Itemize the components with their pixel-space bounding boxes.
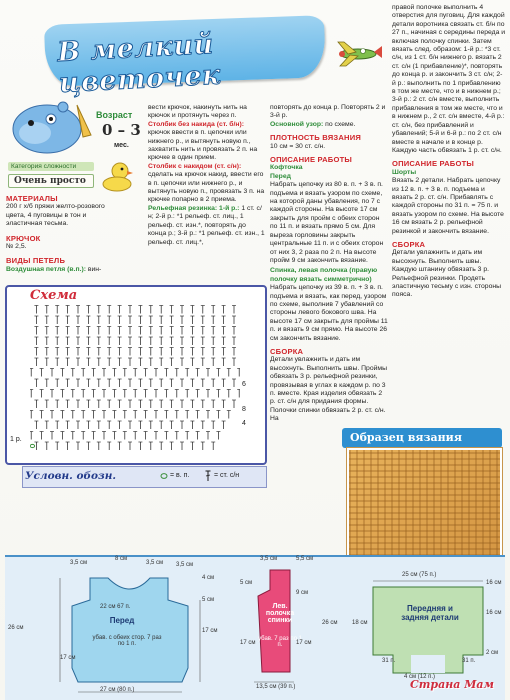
hook-heading: КРЮЧОК (6, 233, 41, 243)
column-2 (148, 104, 266, 282)
density-heading: ПЛОТНОСТЬ ВЯЗАНИЯ (270, 133, 362, 143)
front-dim: 3,5 см (146, 560, 164, 566)
chain-symbol-icon (160, 472, 168, 480)
main-pattern-text: по схеме. (323, 120, 356, 128)
shelf-dim: 5 см (240, 580, 253, 586)
legend-chain-text: = в. п. (170, 472, 190, 479)
shorts-pattern-diagram (355, 575, 505, 685)
shelf-pattern-diagram (250, 560, 330, 690)
shorts-dim: 16 см (486, 610, 502, 616)
front-bottom-width: 27 см (80 п.) (100, 687, 135, 693)
column-1 (6, 195, 120, 290)
column-3 (270, 104, 388, 424)
collar-text: правой полочке выполнить 4 отверстия для пуговиц. Для каждой детали воротника связать ст. б/н по 27 п., начиная с середины переда и включая полочку спинки. Затем вязать след. образом: 1-й р.: *3 ст. с/н, из 1 ст. б/н нижнего р. вязать 2 ст. с/н (1 прибавление)*, повторять до конца р. и закончить 3 ст. с/н; 2-й р.: выполнить по 1 прибавлению в том же месте, что и в нижнем р.; 3-й р.: 2 ст. с/н вместе, выполнить прибавления в том же месте, что и в нижнем р., 2 ст. с/н вместе, 4-й р.: ст. с/н, без прибавлений и убавлений; 5-й и 6-й р.: по 2 ст. с/н вместе в начале и в конце р. Каждую часть обвязать 1 р. ст. с/н. (392, 4, 506, 154)
main-pattern-term: Основной узор: (270, 120, 324, 128)
shelf-dim: 5,5 см (296, 556, 314, 562)
front-dim: 17 см (202, 628, 218, 634)
schema-title: Схема (30, 288, 78, 303)
shelf-dim: 26 см (322, 620, 338, 626)
loops-heading: ВИДЫ ПЕТЕЛЬ (6, 256, 66, 266)
col2-p4 (148, 205, 266, 247)
difficulty-label: Категория сложности (11, 163, 77, 170)
shorts-bottom-width: 4 см (12 п.) (404, 674, 436, 680)
front-dim: 3,5 см (70, 560, 88, 566)
materials-heading: МАТЕРИАЛЫ (6, 195, 58, 203)
ribbing-text: 1 ст. с/н; 2-й р.: *1 рельеф. ст. лиц., 1 рельеф. ст. изн.*, повторять до конца р.; 3-й р.: *1 рельеф. ст. изн., 1 рельеф. ст. лиц.*, (148, 204, 265, 246)
air-loop-text: вин- (86, 265, 102, 273)
shorts-assembly-heading: СБОРКА (392, 239, 426, 249)
shorts-pattern-name: Передняя и задняя детали (401, 604, 459, 622)
schema-row-label: 1 р. (10, 436, 22, 443)
front-dim: 5 см (202, 597, 215, 603)
shorts-dim: 31 п. (462, 658, 476, 664)
shorts-dim: 18 см (352, 620, 368, 626)
main-pattern-line (270, 121, 388, 129)
schema-row-number: 8 (242, 406, 246, 413)
jacket-heading: Кофточка (270, 164, 303, 172)
air-loop-term: Воздушная петля (в.п.): (6, 265, 86, 273)
shelf-dim: 17 см (296, 640, 312, 646)
double-crochet-term: Столбик с накидом (ст. с/н): (148, 162, 242, 170)
knitting-sample-photo (347, 448, 502, 558)
shorts-dim: 16 см (486, 580, 502, 586)
hook-text: № 2,5. (6, 243, 27, 251)
loops-line (6, 266, 120, 274)
shorts-heading: Шорты (392, 168, 417, 176)
single-crochet-text: крючок ввести в п. цепочки или нижнего р., и вытянуть новую п., захватить нить и провязать 2 п. на крючке в один прием. (148, 129, 258, 162)
shorts-dim: 2 см (486, 650, 499, 656)
legend-dc-text: = ст. с/н (214, 472, 240, 479)
sample-title: Образец вязания (350, 431, 462, 444)
duck-illustration (100, 160, 134, 192)
ribbing-term: Рельефная резинка: 1-й р.: (148, 204, 240, 212)
shelf-dim: 3,5 см (260, 556, 278, 562)
column-4 (392, 4, 506, 424)
front-dim: 4 см (202, 575, 215, 581)
shorts-text: Вязать 2 детали. Набрать цепочку из 12 в. п. + 3 в. п. подъема и вязать 2 р. ст. с/н. Прибавлять с каждой стороны по 31 п. = 75 п. и вязать узором по схеме. На высоте 16 см вязать 2 р. рельефной резинкой и закончить вязание. (392, 177, 504, 235)
chart-chain-loop (30, 444, 34, 447)
shelf-pattern-name: Лев. полочка спинки (265, 603, 295, 624)
assembly-text: Детали увлажнить и дать им высохнуть. Выполнить швы. Проймы обвязать 3 р. рельефной резинки, провязывая в углах в каждом р. по 3 п. вместе. Края изделия обвязать 2 р. ст. с/н для придания формы. Полочки спинки обвязать 2 р. ст. с/н. На (270, 356, 387, 423)
airplane-illustration (330, 38, 386, 68)
front-stitch-label: 22 см 67 п. (100, 604, 131, 610)
difficulty-value: Очень просто (14, 176, 86, 186)
double-crochet-text: сделать на крючок накид, ввести его в п. цепочки или нижнего р., и вытянуть новую п., провязать 3 п. на крючке попарно в 2 приема. (148, 171, 265, 204)
shelf-decrease-note: убав. 7 раз по 1 п. (258, 636, 302, 648)
single-crochet-term: Столбик без накида (ст. б/н): (148, 120, 244, 128)
crochet-chart (30, 300, 240, 460)
front-decrease-note: убав. с обеих стор. 7 раз по 1 п. (92, 635, 162, 647)
shelf-text: Набрать цепочку из 39 в. п. + 3 в. п. подъема и вязать, как перед, узором по схеме, выполнив 7 убавлений со стороны левого бокового шва. На высоте 17 см закрыть для проймы 11 п. и вязать 9 см прямо. На высоте 26 см закончить вязание. (270, 284, 388, 342)
shorts-assembly-text: Детали увлажнить и дать им высохнуть. Выполнить швы. Каждую штанину обвязать 3 р. Рельефной резинки. Продеть эластичную тесьму с изн. стороны пояса. (392, 249, 501, 299)
shorts-top-width: 25 см (75 п.) (402, 572, 437, 578)
front-dim: 17 см (60, 655, 76, 661)
age-label: Возраст (96, 110, 133, 120)
age-unit: мес. (114, 142, 129, 149)
shorts-description-heading: ОПИСАНИЕ РАБОТЫ (392, 159, 475, 169)
shelf-bottom-width: 13,5 см (39 п.) (256, 684, 296, 690)
description-heading: ОПИСАНИЕ РАБОТЫ (270, 155, 353, 165)
legend-title: Условн. обозн. (25, 470, 117, 482)
shorts-dim: 31 п. (382, 658, 396, 664)
col2-p3 (148, 163, 266, 205)
assembly-heading: СБОРКА (270, 346, 304, 356)
page-title: В мелкий цветочек (56, 28, 222, 100)
age-value: 0 – 3 (102, 121, 141, 139)
shelf-dim: 9 см (296, 590, 309, 596)
schema-row-number: 4 (242, 420, 246, 427)
front-dim: 26 см (8, 625, 24, 631)
col2-p1: вести крючок, накинуть нить на крючок и протянуть через п. (148, 104, 247, 120)
shelf-dim: 17 см (240, 640, 256, 646)
double-crochet-symbol-icon (204, 470, 212, 482)
density-text: 10 см = 30 ст. с/н. (270, 142, 326, 150)
front-heading: Перед (270, 172, 291, 180)
front-dim: 8 см (115, 556, 128, 562)
col2-p2 (148, 121, 266, 163)
col3-p1: повторять до конца р. Повторять 2 и 3-й р. (270, 104, 386, 120)
front-pattern-name: Перед (109, 616, 135, 625)
shelf-heading: Спинка, левая полочка (правую полочку вязать симметрично) (270, 267, 378, 283)
watermark-text: Страна Мам (410, 678, 494, 691)
schema-row-number: 6 (242, 381, 246, 388)
materials-text: 200 г х/б пряжи желто-розового цвета, 4 пуговицы в тон и эластичная тесьма. (6, 203, 105, 228)
front-text: Набрать цепочку из 80 в. п. + 3 в. п. подъема и вязать узором по схеме, на которой даны убавления, по 7 с каждой стороны. На высоте 17 см закрыть для пройм с обеих сторон по 11 п. и вязать прямо 5 см. Для выреза горловины закрыть центральные 11 п. и с обеих сторон от них 3, 2 раза по 2 п. На высоте пройм 9 см закончить вязание. (270, 181, 384, 264)
front-dim: 3,5 см (176, 562, 194, 568)
